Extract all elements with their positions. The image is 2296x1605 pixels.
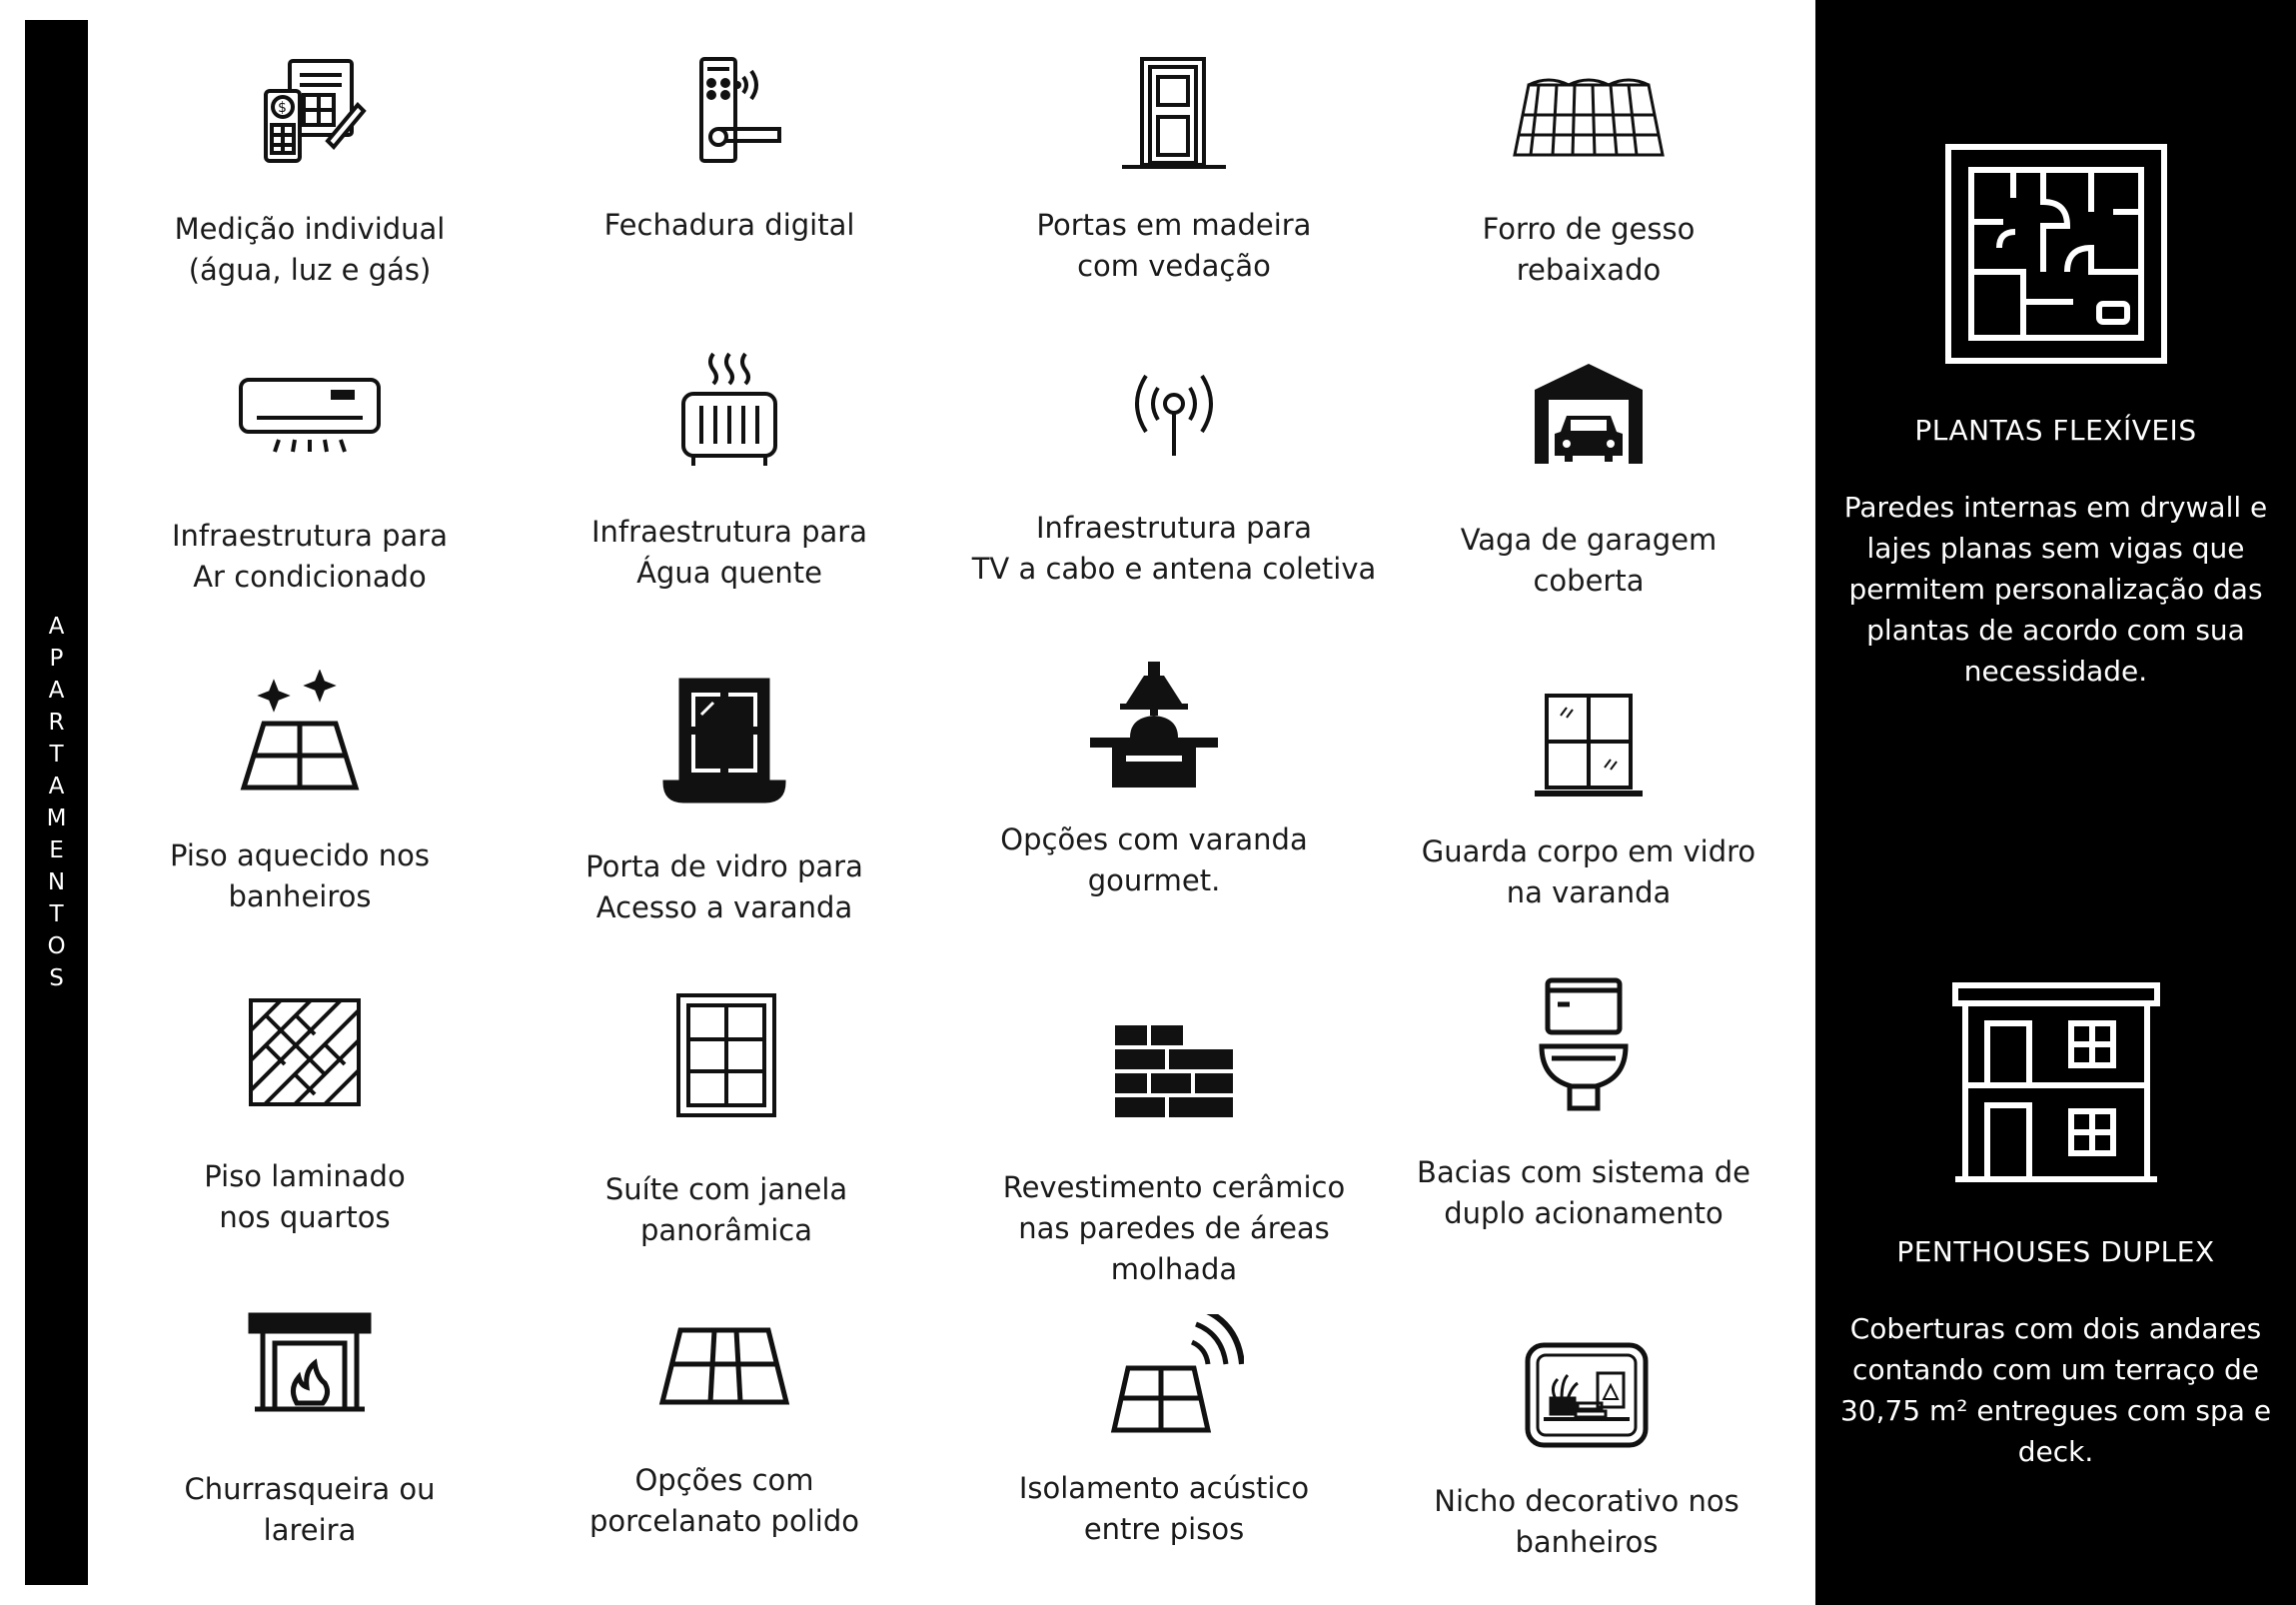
amenity-caption: Churrasqueira ou lareira bbox=[184, 1472, 436, 1547]
amenity-caption: Revestimento cerâmico nas paredes de áreas molhada bbox=[1002, 1170, 1346, 1286]
amenity-item bbox=[964, 1019, 1384, 1290]
amenity-caption: Infraestrutura para TV a cabo e antena coletiva bbox=[971, 511, 1377, 586]
sidebar-letter: A bbox=[48, 678, 65, 704]
sidebar-letter: M bbox=[46, 805, 67, 831]
amenity-item bbox=[90, 670, 510, 917]
amenity-item bbox=[1377, 1339, 1796, 1563]
amenity-item bbox=[95, 994, 515, 1238]
heater-icon bbox=[669, 350, 789, 470]
amenity-caption: Nicho decorativo nos banheiros bbox=[1434, 1484, 1739, 1559]
amenity-item bbox=[517, 989, 936, 1251]
sidebar-letter: S bbox=[49, 965, 64, 991]
floor-plan-icon bbox=[1943, 142, 2169, 366]
amenity-caption: Porta de vidro para Acesso a varanda bbox=[585, 849, 863, 924]
amenity-caption: Infraestrutura para Água quente bbox=[591, 515, 867, 590]
glass-window-icon bbox=[1529, 690, 1649, 802]
brick-wall-icon bbox=[1109, 1019, 1239, 1123]
amenity-item bbox=[520, 55, 939, 246]
info-panel bbox=[1815, 0, 2296, 1605]
amenity-caption: Piso laminado nos quartos bbox=[204, 1159, 406, 1234]
sidebar-letter: P bbox=[49, 646, 64, 672]
fireplace-icon bbox=[245, 1309, 375, 1415]
amenity-item bbox=[964, 55, 1384, 287]
amenity-item bbox=[100, 1309, 520, 1551]
amenity-caption: Suíte com janela panorâmica bbox=[604, 1172, 848, 1247]
panel-title: PENTHOUSES DUPLEX bbox=[1896, 1235, 2215, 1268]
amenity-item bbox=[1379, 690, 1798, 913]
amenity-caption: Medição individual (água, luz e gás) bbox=[174, 212, 446, 287]
amenity-caption: Forro de gesso rebaixado bbox=[1482, 212, 1696, 287]
sidebar-letter: R bbox=[48, 710, 65, 736]
amenity-caption: Portas em madeira com vedação bbox=[1036, 208, 1312, 283]
amenity-item bbox=[515, 1324, 934, 1542]
amenity-item bbox=[1379, 55, 1798, 291]
amenity-item bbox=[944, 660, 1364, 901]
amenity-caption: Piso aquecido nos banheiros bbox=[170, 838, 430, 913]
amenity-item bbox=[1374, 974, 1793, 1234]
amenity-caption: Opções com varanda gourmet. bbox=[1000, 822, 1308, 897]
penthouse-section bbox=[1815, 979, 2296, 1472]
laminate-floor-icon bbox=[245, 994, 365, 1110]
sidebar-letter: A bbox=[48, 614, 65, 640]
flexible-plans-section bbox=[1815, 142, 2296, 692]
amenity-item bbox=[520, 350, 939, 594]
amenity-item bbox=[954, 1314, 1374, 1550]
amenity-caption: Guarda corpo em vidro na varanda bbox=[1421, 834, 1756, 909]
amenity-caption: Vaga de garagem coberta bbox=[1460, 523, 1718, 598]
wooden-door-icon bbox=[1114, 55, 1234, 171]
panoramic-window-icon bbox=[666, 989, 786, 1121]
decorative-niche-icon bbox=[1522, 1339, 1652, 1451]
glass-door-icon bbox=[659, 675, 789, 804]
svg-text:$: $ bbox=[278, 100, 287, 116]
antenna-signal-icon bbox=[1114, 360, 1234, 460]
amenity-item bbox=[515, 675, 934, 928]
amenity-caption: Infraestrutura para Ar condicionado bbox=[172, 519, 448, 594]
amenity-item bbox=[100, 55, 520, 291]
gourmet-grill-icon bbox=[1084, 660, 1224, 790]
panel-description: Paredes internas em drywall e lajes planas sem vigas que permitem personalização das plantas de acordo com sua necessidade. bbox=[1843, 491, 2268, 688]
plaster-ceiling-icon bbox=[1509, 55, 1669, 165]
toilet-icon bbox=[1534, 974, 1634, 1114]
floor-tile-icon bbox=[654, 1324, 794, 1408]
sidebar-letter: O bbox=[47, 933, 66, 959]
amenity-item bbox=[1379, 360, 1798, 602]
amenity-item bbox=[100, 360, 520, 598]
sidebar-letter: E bbox=[49, 837, 64, 863]
amenity-caption: Fechadura digital bbox=[603, 208, 855, 242]
duplex-building-icon bbox=[1951, 979, 2161, 1185]
amenity-caption: Bacias com sistema de duplo acionamento bbox=[1417, 1155, 1750, 1230]
meter-bill-icon bbox=[250, 55, 370, 165]
digital-lock-icon bbox=[669, 55, 789, 165]
amenity-caption: Isolamento acústico entre pisos bbox=[1018, 1471, 1310, 1546]
air-conditioner-icon bbox=[235, 360, 385, 460]
sidebar-letter: N bbox=[47, 869, 66, 895]
sidebar-letter: T bbox=[49, 742, 64, 768]
amenity-item bbox=[964, 360, 1384, 590]
heated-floor-icon bbox=[230, 670, 370, 794]
amenity-caption: Opções com porcelanato polido bbox=[589, 1463, 859, 1538]
garage-car-icon bbox=[1529, 360, 1649, 464]
sidebar-letter: T bbox=[49, 901, 64, 927]
sidebar-letter: A bbox=[48, 774, 65, 800]
panel-description: Coberturas com dois andares contando com um terraço de 30,75 m² entregues com spa e deck. bbox=[1839, 1312, 2272, 1468]
panel-title: PLANTAS FLEXÍVEIS bbox=[1914, 414, 2197, 447]
acoustic-floor-icon bbox=[1084, 1314, 1244, 1436]
